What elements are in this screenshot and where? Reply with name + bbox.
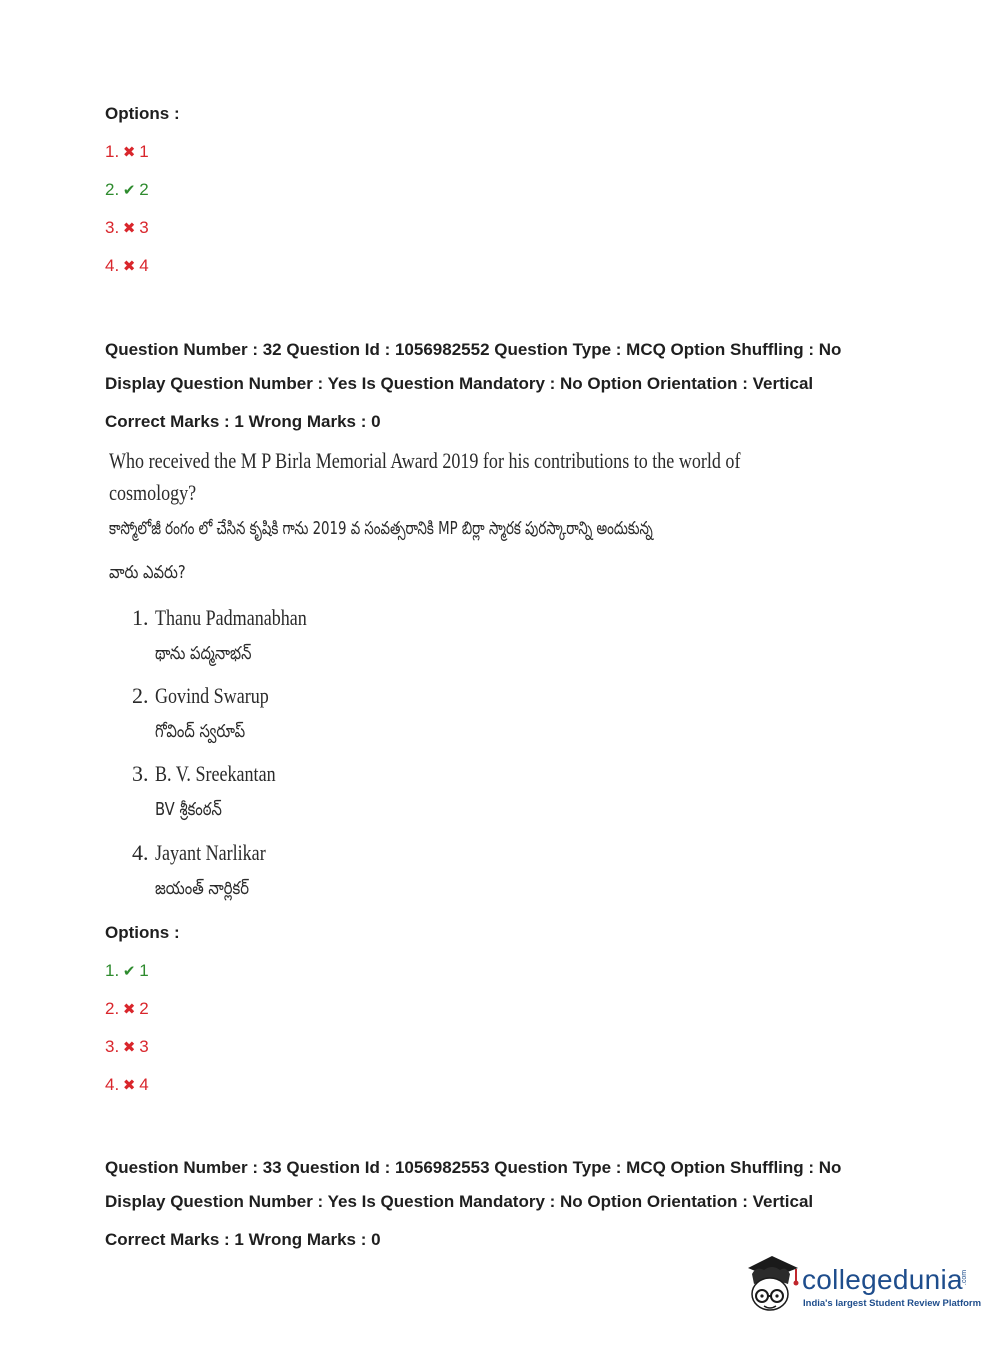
- check-icon: ✔: [122, 182, 136, 199]
- cross-icon: ✖: [122, 1039, 136, 1056]
- option-number: 2.: [105, 999, 120, 1018]
- check-icon: ✔: [122, 963, 136, 980]
- choice-text-te: BV శ్రీకంఠన్: [155, 799, 222, 820]
- question-text-en: Who received the M P Birla Memorial Award 2019 for his contributions to the world of: [109, 448, 741, 473]
- collegedunia-logo: [742, 1252, 982, 1318]
- choice-text-en: Govind Swarup: [155, 683, 269, 708]
- option-value: 3: [139, 218, 149, 237]
- choice-text-te: జయంత్ నార్లికర్: [155, 878, 249, 899]
- marks-line: Correct Marks : 1 Wrong Marks : 0: [105, 412, 381, 431]
- option-number: 4.: [105, 256, 120, 275]
- option-value: 2: [139, 180, 149, 199]
- choice-number: 1.: [132, 605, 149, 630]
- option-item: [105, 1037, 149, 1057]
- choice-text-en: B. V. Sreekantan: [155, 761, 276, 786]
- option-number: 4.: [105, 1075, 120, 1094]
- logo-suffix: .com: [961, 1269, 969, 1286]
- option-item: [105, 1075, 149, 1095]
- option-value: 4: [139, 256, 149, 275]
- choice-text-en: Thanu Padmanabhan: [155, 605, 307, 630]
- cross-icon: ✖: [122, 258, 136, 275]
- question-text-en: cosmology?: [109, 480, 197, 505]
- question-meta-line: Display Question Number : Yes Is Question Mandatory : No Option Orientation : Vertical: [105, 1192, 814, 1211]
- option-item: [105, 256, 149, 276]
- cross-icon: ✖: [122, 144, 136, 161]
- logo-tagline: India's largest Student Review Platform: [803, 1298, 982, 1309]
- option-value: 2: [139, 999, 149, 1018]
- option-value: 1: [139, 961, 149, 980]
- option-number: 3.: [105, 218, 120, 237]
- choice-number: 3.: [132, 761, 149, 786]
- options-heading: Options :: [105, 923, 180, 942]
- choice-text-te: థాను పద్మనాభన్: [155, 643, 252, 664]
- question-meta-line: Question Number : 32 Question Id : 1056982552 Question Type : MCQ Option Shuffling : No: [105, 340, 842, 359]
- option-number: 2.: [105, 180, 120, 199]
- mascot-icon: [742, 1252, 800, 1316]
- option-number: 3.: [105, 1037, 120, 1056]
- cross-icon: ✖: [122, 220, 136, 237]
- logo-wordmark: collegedunia: [802, 1264, 963, 1295]
- option-item: [105, 999, 149, 1019]
- option-value: 1: [139, 142, 149, 161]
- marks-line: Correct Marks : 1 Wrong Marks : 0: [105, 1230, 381, 1249]
- option-value: 4: [139, 1075, 149, 1094]
- choice-number: 4.: [132, 840, 149, 865]
- option-number: 1.: [105, 142, 120, 161]
- options-heading: Options :: [105, 104, 180, 123]
- option-item: [105, 142, 149, 162]
- option-number: 1.: [105, 961, 120, 980]
- question-meta-line: Display Question Number : Yes Is Question Mandatory : No Option Orientation : Vertical: [105, 374, 814, 393]
- question-meta-line: Question Number : 33 Question Id : 1056982553 Question Type : MCQ Option Shuffling : No: [105, 1158, 842, 1177]
- option-value: 3: [139, 1037, 149, 1056]
- choice-text-te: గోవింద్ స్వరూప్: [155, 721, 246, 742]
- question-text-te: కాస్మోలోజీ రంగం లో చేసిన కృషికి గాను 2019 వ సంవత్సరానికి MP బిర్లా స్మారక పురస్కారాన్ని అందుకున్న: [109, 518, 653, 539]
- cross-icon: ✖: [122, 1077, 136, 1094]
- option-item: [105, 180, 149, 200]
- choice-number: 2.: [132, 683, 149, 708]
- choice-text-en: Jayant Narlikar: [155, 840, 266, 865]
- question-text-te: వారు ఎవరు?: [109, 562, 186, 583]
- option-item: [105, 218, 149, 238]
- cross-icon: ✖: [122, 1001, 136, 1018]
- option-item: [105, 961, 149, 981]
